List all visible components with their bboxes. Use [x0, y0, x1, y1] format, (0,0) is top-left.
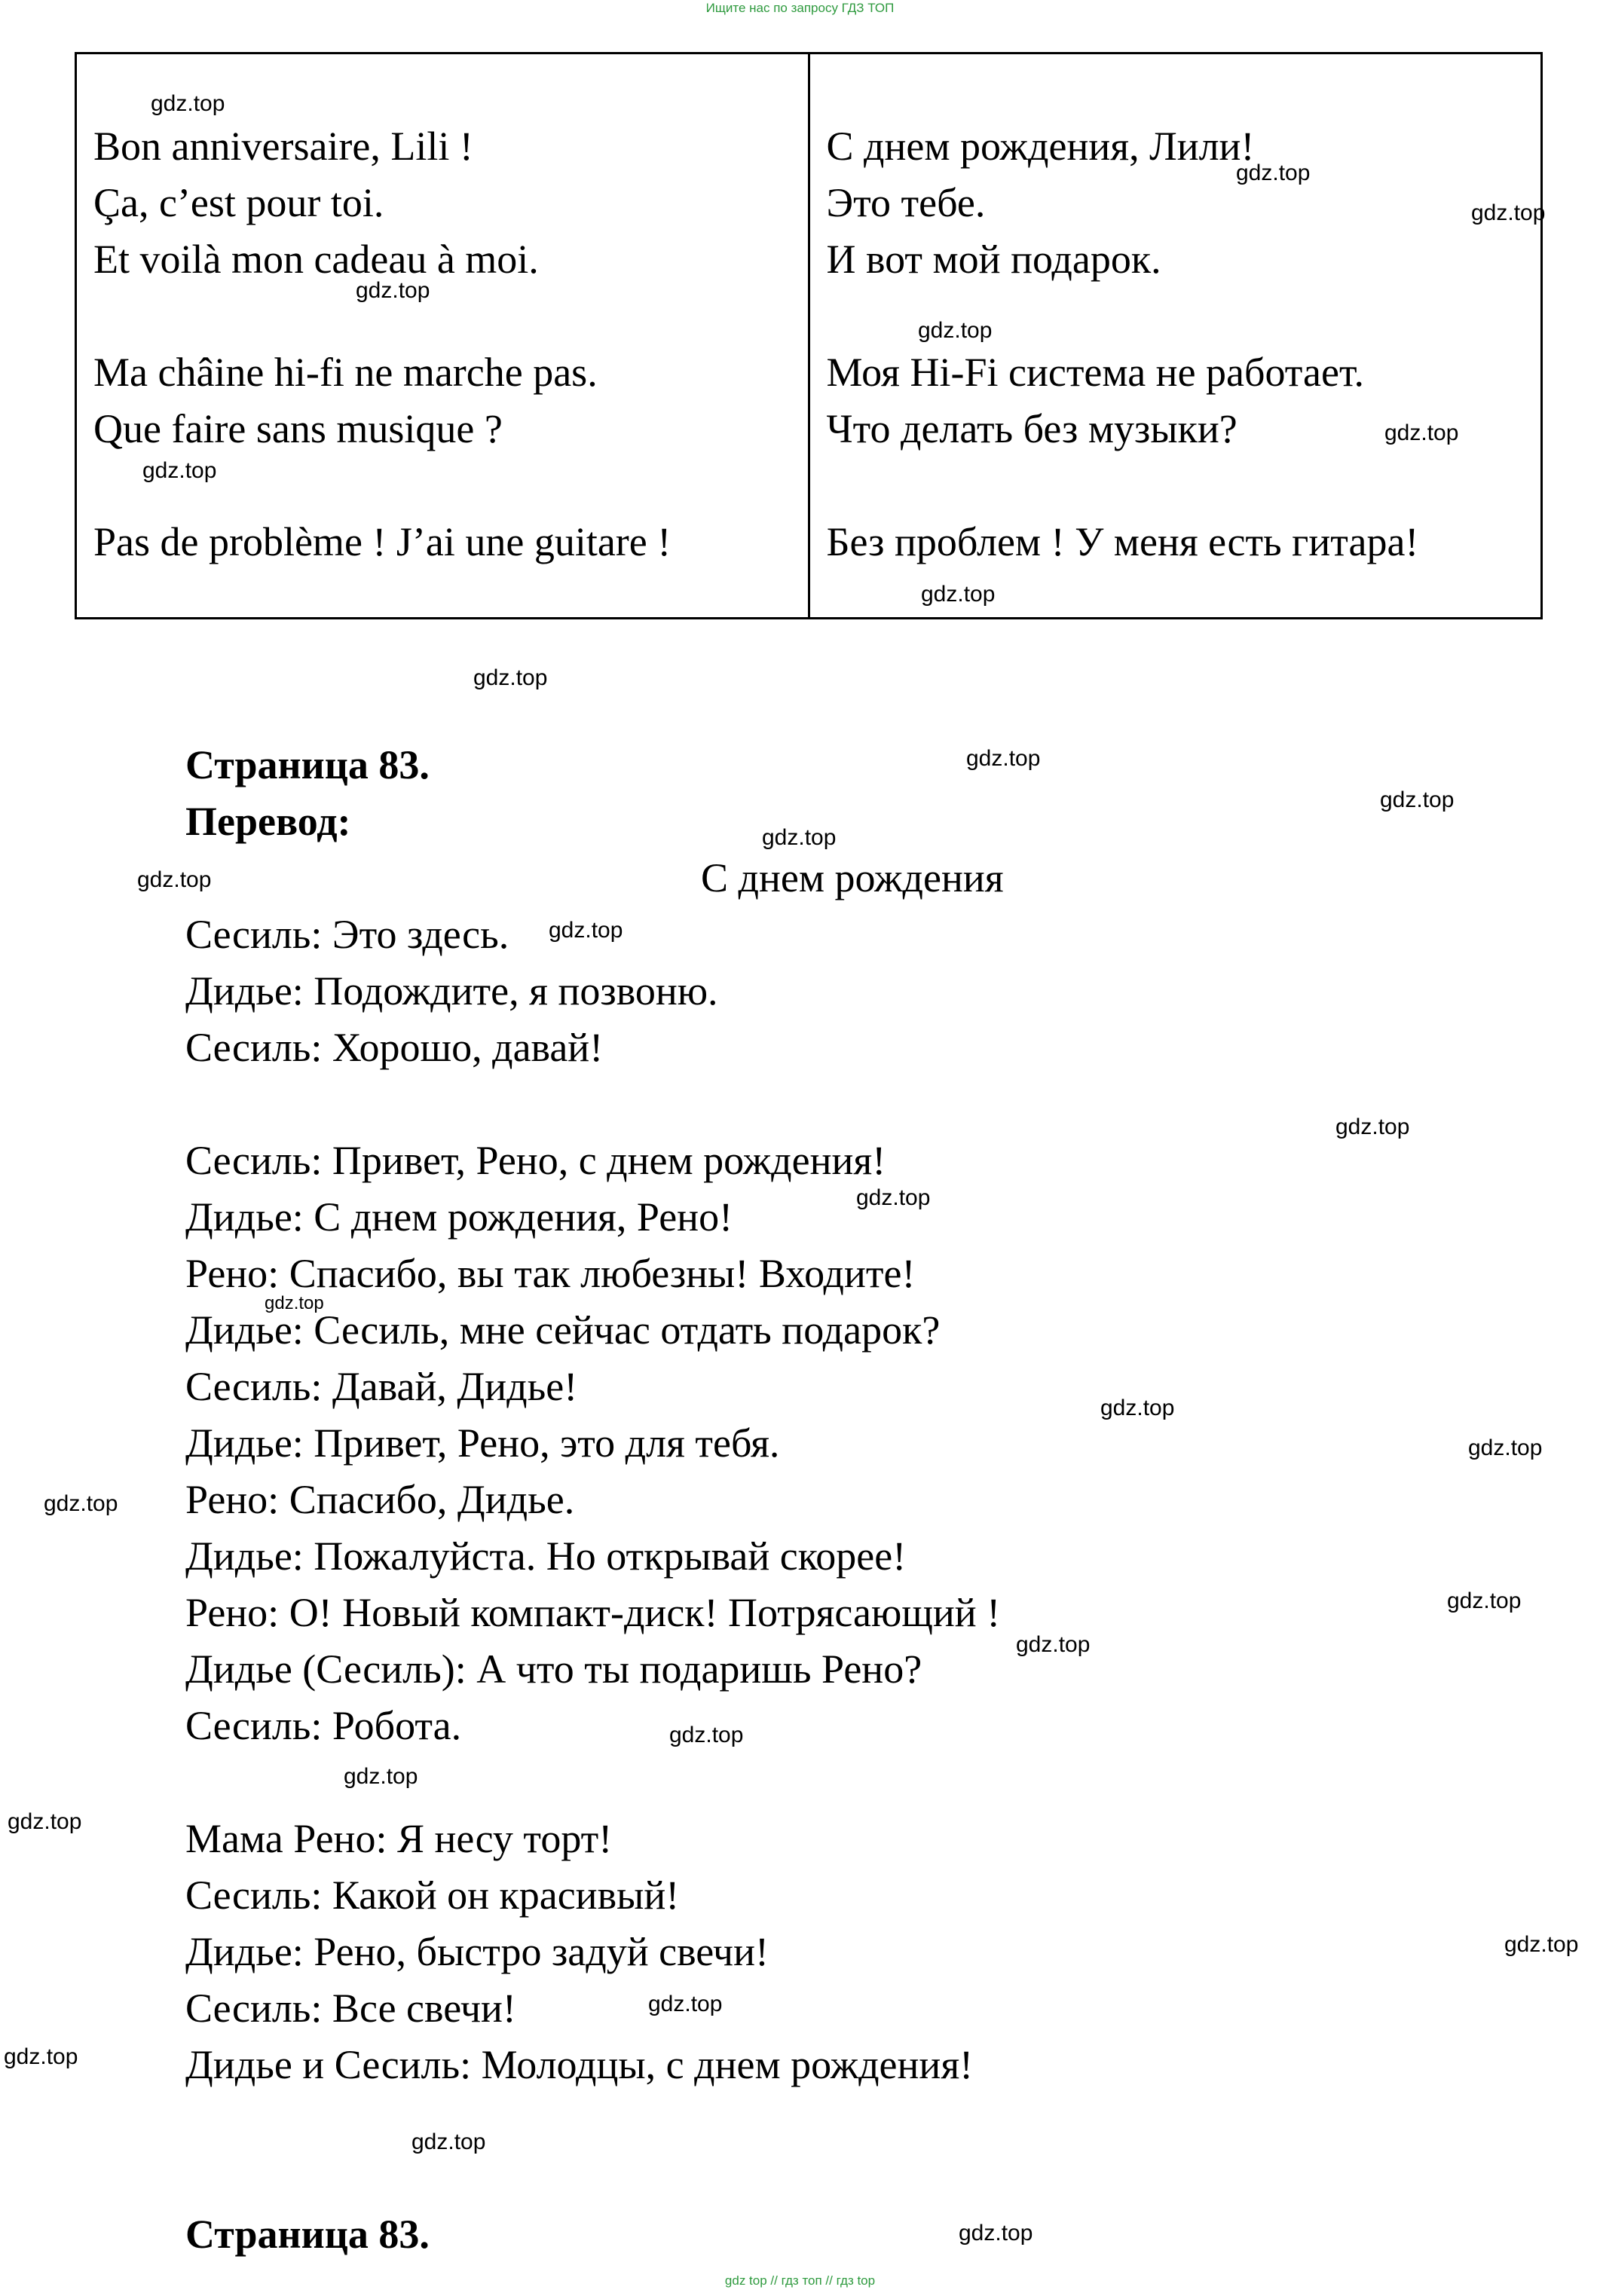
watermark: gdz.top [762, 825, 837, 850]
dialogue-line: Сесиль: Это здесь. [185, 912, 509, 957]
dialogue-line: Дидье: Подождите, я позвоню. [185, 968, 718, 1013]
dialogue-line: Дидье: Пожалуйста. Но открывай скорее! [185, 1533, 907, 1579]
watermark: gdz.top [151, 91, 225, 116]
page-heading-2: Страница 83. [185, 2212, 430, 2257]
dialogue-block-3 [185, 1811, 973, 2093]
watermark: gdz.top [856, 1185, 931, 1210]
watermark: gdz.top [1447, 1588, 1522, 1613]
french-line: Ma châine hi-fi ne marche pas. [93, 350, 598, 395]
dialogue-line: Рено: О! Новый компакт-диск! Потрясающий ! [185, 1590, 1001, 1635]
watermark: gdz.top [648, 1992, 723, 2016]
watermark: gdz.top [1504, 1932, 1579, 1957]
watermark: gdz.top [1380, 787, 1455, 812]
dialogue-line: Сесиль: Какой он красивый! [185, 1873, 680, 1918]
watermark: gdz.top [1236, 161, 1311, 185]
dialogue-line: Дидье и Сесиль: Молодцы, с днем рождения! [185, 2042, 974, 2087]
watermark: gdz.top [1384, 420, 1459, 445]
dialogue-line: Дидье: Привет, Рено, это для тебя. [185, 1420, 780, 1466]
russian-line: С днем рождения, Лили! [826, 124, 1255, 169]
watermark: gdz.top [1468, 1435, 1543, 1460]
watermark: gdz.top [8, 1809, 82, 1834]
russian-line: Что делать без музыки? [826, 406, 1237, 451]
french-line: Ça, c’est pour toi. [93, 180, 384, 225]
watermark: gdz.top [142, 458, 217, 483]
dialogue-line: Дидье (Сесиль): А что ты подаришь Рено? [185, 1646, 922, 1692]
dialogue-line: Сесиль: Привет, Рено, с днем рождения! [185, 1138, 886, 1183]
dialogue-line: Сесиль: Давай, Дидье! [185, 1364, 578, 1409]
french-line: Bon anniversaire, Lili ! [93, 124, 473, 169]
watermark: gdz.top [137, 867, 212, 892]
watermark: gdz.top [44, 1491, 118, 1516]
watermark: gdz.top [966, 746, 1041, 771]
dialogue-block-1 [185, 906, 718, 1076]
page-heading: Страница 83. [185, 742, 430, 787]
watermark: gdz.top [265, 1293, 324, 1313]
watermark: gdz.top [918, 318, 993, 343]
watermark: gdz.top [356, 278, 430, 303]
translation-table [75, 52, 1546, 619]
watermark: gdz.top [1471, 200, 1546, 225]
russian-line: Без проблем ! У меня есть гитара! [826, 519, 1419, 564]
dialogue-line: Сесиль: Все свечи! [185, 1986, 516, 2031]
watermark: gdz.top [921, 582, 996, 607]
watermark: gdz.top [344, 1764, 418, 1789]
dialogue-line: Мама Рено: Я несу торт! [185, 1816, 613, 1861]
russian-line: Это тебе. [826, 180, 986, 225]
russian-line: И вот мой подарок. [826, 237, 1161, 282]
dialogue-line: Рено: Спасибо, вы так любезны! Входите! [185, 1251, 916, 1296]
top-banner: Ищите нас по запросу ГДЗ ТОП [705, 1, 895, 15]
dialogue-block-2 [185, 1133, 1000, 1754]
watermark: gdz.top [1016, 1632, 1091, 1657]
french-line: Que faire sans musique ? [93, 406, 503, 451]
watermark: gdz.top [549, 918, 623, 943]
french-column [76, 54, 809, 619]
dialogue-line: Дидье: Сесиль, мне сейчас отдать подарок? [185, 1307, 941, 1353]
watermark: gdz.top [4, 2044, 78, 2069]
watermark: gdz.top [669, 1723, 744, 1747]
dialogue-line: Рено: Спасибо, Дидье. [185, 1477, 575, 1522]
watermark: gdz.top [473, 665, 548, 690]
story-title: С днем рождения [701, 855, 1004, 900]
watermark: gdz.top [1100, 1396, 1175, 1420]
russian-line: Моя Hi-Fi система не работает. [826, 350, 1364, 395]
french-line: Pas de problème ! J’ai une guitare ! [93, 519, 672, 564]
dialogue-line: Дидье: С днем рождения, Рено! [185, 1194, 733, 1240]
watermark: gdz.top [959, 2221, 1033, 2246]
bottom-banner: gdz top // гдз топ // гдз top [724, 2273, 876, 2288]
watermark: gdz.top [411, 2129, 486, 2154]
watermark: gdz.top [1335, 1114, 1410, 1139]
translation-heading: Перевод: [185, 799, 351, 844]
dialogue-line: Дидье: Рено, быстро задуй свечи! [185, 1929, 769, 1974]
dialogue-line: Сесиль: Хорошо, давай! [185, 1025, 604, 1070]
french-line: Et voilà mon cadeau à moi. [93, 237, 539, 282]
dialogue-line: Сесиль: Робота. [185, 1703, 462, 1748]
